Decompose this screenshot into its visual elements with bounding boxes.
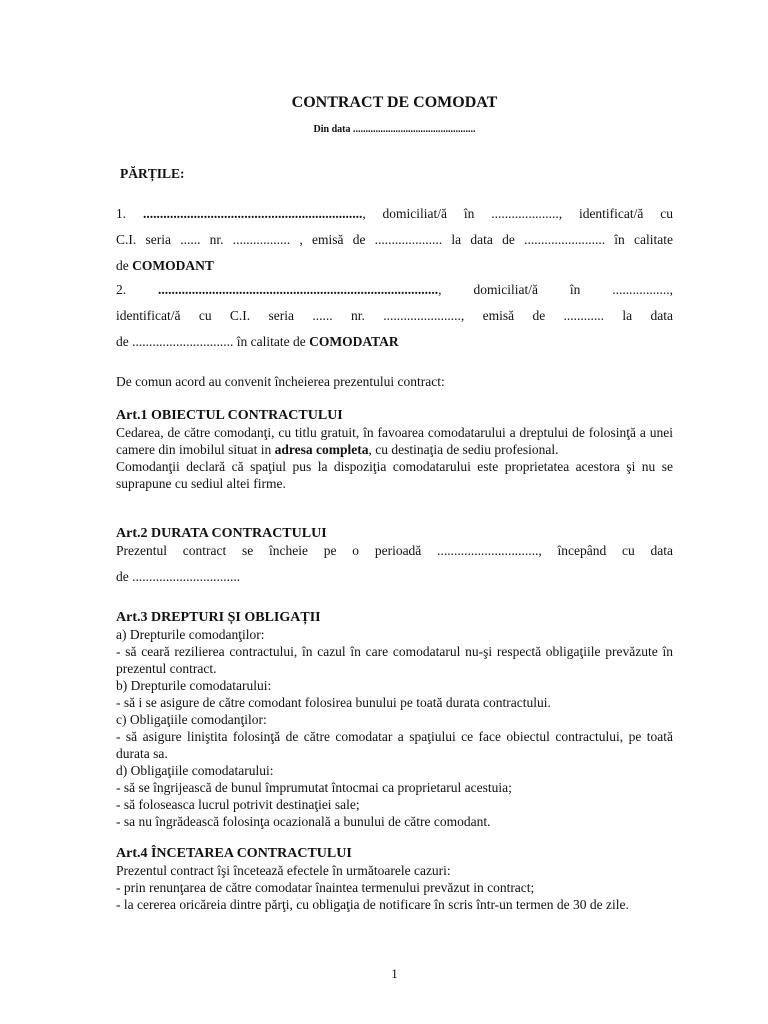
party-2-line-1: 2. ..................................................................................., domiciliat/ă în .................,	[116, 282, 673, 297]
article-3-line: b) Drepturile comodatarului:	[116, 678, 272, 693]
date-line: Din data .................................................	[313, 124, 476, 135]
article-1-paragraph-2: Comodanţii declară că spaţiul pus la dispoziţia comodatarului este proprietatea acestora şi nu se suprapune cu sediul altei firme.	[116, 459, 673, 491]
article-2-heading: Art.2 DURATA CONTRACTULUI	[116, 526, 327, 541]
article-4-line: Prezentul contract îşi încetează efectele în următoarele cazuri:	[116, 863, 451, 878]
article-3-line: - sa nu îngrădească folosinţa ocazională a bunului de către comodant.	[116, 814, 491, 829]
party-1-line-3: de COMODANT	[116, 258, 214, 273]
party-2-role: COMODATAR	[309, 334, 399, 349]
article-1-paragraph-1: Cedarea, de către comodanţi, cu titlu gratuit, în favoarea comodatarului a dreptului de folosinţă a unei camere din imobilul situat in adresa completa, cu destinaţia de sediu profesional.	[116, 425, 673, 457]
party-1	[116, 201, 673, 279]
article-2-line-2: de ................................	[116, 569, 241, 584]
article-3-heading: Art.3 DREPTURI ȘI OBLIGAȚII	[116, 610, 321, 625]
article-4-line: - prin renunţarea de către comodatar înaintea termenului prevăzut in contract;	[116, 880, 535, 895]
party-2-line-2: identificat/ă cu C.I. seria ...... nr. ......................., emisă de ............ la data	[116, 308, 673, 323]
article-1	[116, 407, 673, 492]
article-1-heading: Art.1 OBIECTUL CONTRACTULUI	[116, 408, 343, 423]
article-3-line: - să asigure liniştita folosinţă de către comodatar a spaţiului ce face obiectul contractului, pe toată durata sa.	[116, 729, 673, 761]
article-3-line: - să i se asigure de către comodant folosirea bunului pe toată durata contractului.	[116, 695, 551, 710]
article-3-line: - să ceară rezilierea contractului, în cazul în care comodatarul nu-şi respectă obligaţiile prevăzute în prezentul contract.	[116, 644, 673, 676]
article-4	[116, 845, 673, 913]
article-2	[116, 525, 673, 585]
party-1-line-1: 1. ................................................................., domiciliat/ă în ...................., identificat/ă cu	[116, 206, 673, 221]
article-4-line: - la cererea oricăreia dintre părţi, cu obligaţia de notificare în scris într-un termen de 30 de zile.	[116, 897, 629, 912]
party-2	[116, 277, 673, 355]
article-3-line: - să foloseasca lucrul potrivit destinaţiei sale;	[116, 797, 360, 812]
article-3-line: d) Obligaţiile comodatarului:	[116, 763, 274, 778]
parties-heading: PĂRȚILE:	[120, 166, 185, 181]
article-3-line: - să se îngrijească de bunul împrumutat întocmai ca proprietarul acestuia;	[116, 780, 512, 795]
contract-title: CONTRACT DE COMODAT	[291, 94, 498, 111]
intro-paragraph: De comun acord au convenit încheierea prezentului contract:	[116, 374, 445, 389]
article-3	[116, 609, 673, 830]
party-1-role: COMODANT	[132, 258, 214, 273]
article-2-line-1: Prezentul contract se încheie pe o perioadă .............................., începând cu data	[116, 543, 673, 558]
page-number: 1	[391, 966, 398, 981]
party-1-line-2: C.I. seria ...... nr. ................. , emisă de .................... la data de ........................ în calitate	[116, 232, 673, 247]
article-3-line: a) Drepturile comodanţilor:	[116, 627, 265, 642]
article-3-line: c) Obligaţiile comodanţilor:	[116, 712, 267, 727]
party-2-line-3: de .............................. în calitate de COMODATAR	[116, 334, 399, 349]
article-4-heading: Art.4 ÎNCETAREA CONTRACTULUI	[116, 846, 352, 861]
